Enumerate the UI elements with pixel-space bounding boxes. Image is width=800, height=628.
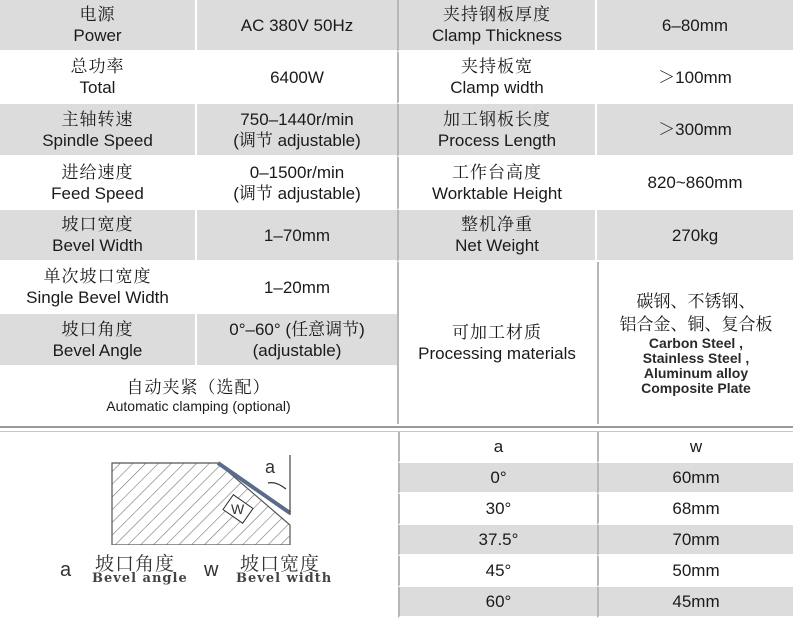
spec-value-bevel-width: 1–70mm: [197, 210, 397, 262]
bevel-angle-cell: 30°: [398, 494, 597, 525]
spec-value-process-length: ＞300mm: [597, 104, 793, 157]
legend-w-zh: 坡口宽度: [240, 554, 321, 575]
bevel-width-cell: 45mm: [597, 587, 793, 618]
bevel-angle-cell: 37.5°: [398, 525, 597, 556]
spec-label-clamp-thickness: 夹持钢板厚度 Clamp Thickness: [397, 0, 597, 52]
spec-value-clamp-width: ＞100mm: [597, 52, 793, 104]
table-row: [398, 525, 793, 556]
spec-label-net-weight: 整机净重 Net Weight: [397, 210, 597, 262]
bevel-angle-cell: 0°: [398, 463, 597, 494]
spec-label-total: 总功率 Total: [0, 52, 197, 104]
spec-value-total: 6400W: [197, 52, 397, 104]
spec-label-spindle-speed: 主轴转速 Spindle Speed: [0, 104, 197, 157]
angle-symbol: a: [265, 457, 276, 477]
table-row: [398, 494, 793, 525]
spec-label-process-length: 加工钢板长度 Process Length: [397, 104, 597, 157]
legend-a-symbol: a: [60, 559, 72, 581]
spec-value-power: AC 380V 50Hz: [197, 0, 397, 52]
table-row: [398, 556, 793, 587]
bevel-width-cell: 70mm: [597, 525, 793, 556]
bevel-width-cell: 60mm: [597, 463, 793, 494]
bevel-width-cell: 68mm: [597, 494, 793, 525]
legend-w-symbol: w: [204, 559, 219, 581]
table-row: [398, 587, 793, 618]
bevel-diagram: [100, 445, 310, 545]
spec-value-bevel-angle: 0°–60° (任意调节) (adjustable): [197, 314, 397, 367]
spec-value-spindle-speed: 750–1440r/min (调节 adjustable): [197, 104, 397, 157]
bevel-angle-cell: 45°: [398, 556, 597, 587]
spec-label-materials: 可加工材质 Processing materials: [397, 262, 597, 424]
workpiece-plate: [112, 463, 290, 545]
spec-value-single-bevel-width: 1–20mm: [197, 262, 397, 314]
spec-label-clamp-width: 夹持板宽 Clamp width: [397, 52, 597, 104]
spec-value-materials: 碳钢、不锈钢、 铝合金、铜、复合板 Carbon Steel , Stainless Steel , Aluminum alloy Composite Plate: [597, 262, 793, 424]
bevel-header-w: w: [597, 432, 793, 463]
legend-a-en: Bevel angle: [92, 571, 188, 586]
legend-a-zh: 坡口角度: [95, 554, 176, 575]
spec-label-power: 电源 Power: [0, 0, 197, 52]
width-symbol: W: [231, 501, 245, 517]
angle-arc: [268, 483, 286, 489]
spec-label-bevel-angle: 坡口角度 Bevel Angle: [0, 314, 197, 367]
bevel-header-a: a: [398, 432, 597, 463]
spec-label-worktable-height: 工作台高度 Worktable Height: [397, 157, 597, 210]
bevel-width-cell: 50mm: [597, 556, 793, 587]
spec-label-feed-speed: 进给速度 Feed Speed: [0, 157, 197, 210]
bevel-table: [398, 432, 793, 618]
spec-label-bevel-width: 坡口宽度 Bevel Width: [0, 210, 197, 262]
spec-label-single-bevel-width: 单次坡口宽度 Single Bevel Width: [0, 262, 197, 314]
bevel-table-header: [398, 432, 793, 463]
spec-value-feed-speed: 0–1500r/min (调节 adjustable): [197, 157, 397, 210]
spec-value-net-weight: 270kg: [597, 210, 793, 262]
section-divider: [0, 426, 793, 428]
bevel-angle-cell: 60°: [398, 587, 597, 618]
spec-value-worktable-height: 820~860mm: [597, 157, 793, 210]
table-row: [398, 463, 793, 494]
spec-value-clamp-thickness: 6–80mm: [597, 0, 793, 52]
auto-clamping-note: 自动夹紧（选配） Automatic clamping (optional): [106, 378, 291, 414]
legend-w-en: Bevel width: [236, 571, 333, 586]
